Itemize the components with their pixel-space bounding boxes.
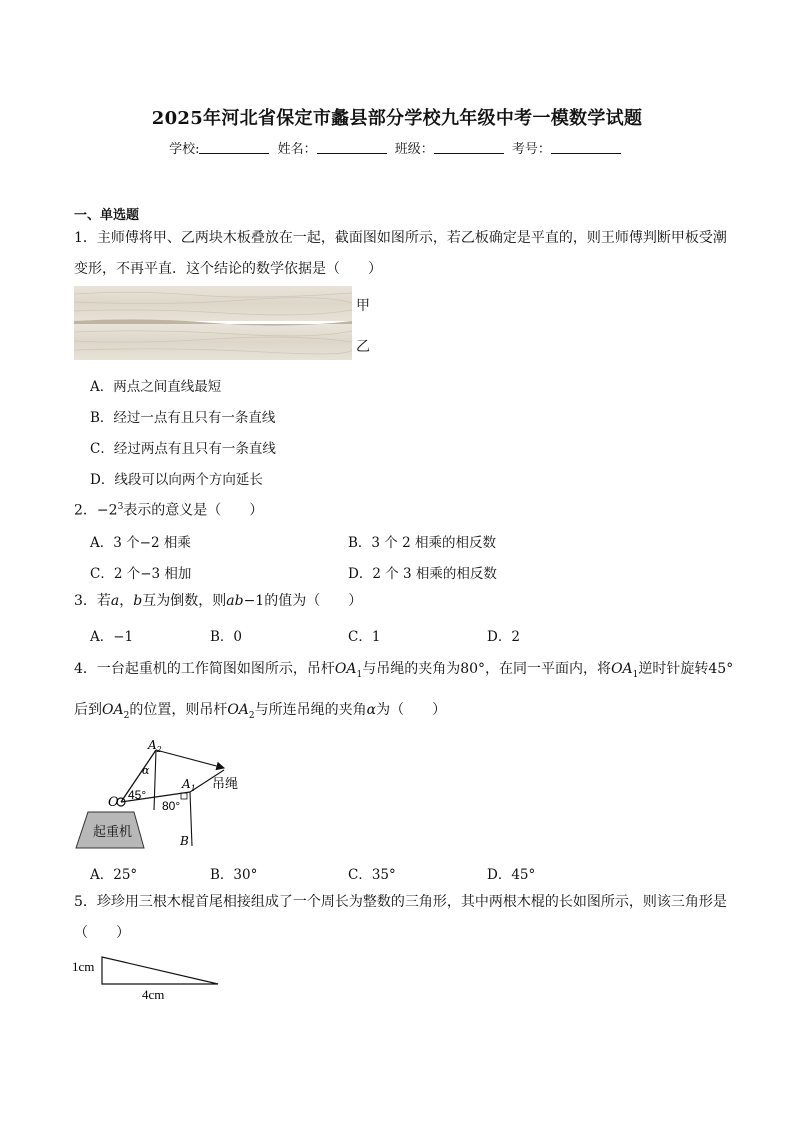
label-o: O — [108, 795, 119, 810]
wood-boards-figure — [74, 286, 352, 360]
section-heading: 一、单选题 — [74, 208, 140, 223]
q3-option-d: D．2 — [487, 629, 520, 645]
school-label: 学校: — [169, 142, 200, 157]
q4-option-a: A．25° — [90, 867, 138, 883]
label-a2: $A_2$ — [148, 738, 162, 754]
label-4cm: 4cm — [142, 987, 165, 1002]
q2-text: 2．$-2^3$表示的意义是（ ） — [74, 502, 264, 519]
student-info-line — [0, 138, 794, 157]
crane-machine-label: 起重机 — [93, 824, 133, 839]
q3-option-b: B．0 — [210, 629, 243, 645]
q3-option-a: A．−1 — [90, 629, 134, 645]
label-b: B — [180, 834, 189, 848]
q2-exponent: 3 — [117, 502, 124, 512]
label-45: 45° — [128, 788, 147, 802]
name-blank — [317, 141, 387, 154]
q4-option-b: B．30° — [210, 867, 258, 883]
q1-option-c: C．经过两点有且只有一条直线 — [90, 441, 276, 457]
q5-text-line1: 5．珍珍用三根木棍首尾相接组成了一个周长为整数的三角形，其中两根木棍的长如图所示，则该三角形是 — [74, 894, 727, 910]
rope-a1-b — [190, 792, 192, 846]
q2-option-b: B．3 个 2 相乘的相反数 — [348, 535, 496, 551]
q2-option-a: A．3 个−2 相乘 — [90, 535, 191, 551]
q4-text-line1: 4．一台起重机的工作简图如图所示，吊杆$OA_1$与吊绳的夹角为80°，在同一平面内，将$OA_1$逆时针旋转45° — [74, 661, 734, 680]
q2-expression: −2 — [96, 502, 118, 519]
page-title: 2025年河北省保定市蠡县部分学校九年级中考一模数学试题 — [151, 108, 643, 129]
q1-text-line2: 变形，不再平直．这个结论的数学依据是（ ） — [74, 261, 382, 277]
q4-text-line2: 后到$OA_2$的位置，则吊杆$OA_2$与所连吊绳的夹角α为（ ） — [74, 702, 447, 721]
q4-option-c: C．35° — [348, 867, 396, 883]
q4-option-d: D．45° — [487, 867, 536, 883]
q1-option-b: B．经过一点有且只有一条直线 — [90, 410, 276, 426]
q5-text-line2: （ ） — [74, 925, 130, 941]
label-yi: 乙 — [356, 339, 370, 355]
triangle-shape — [102, 957, 218, 984]
q3-option-c: C．1 — [348, 629, 381, 645]
school-blank — [199, 141, 269, 154]
crane-figure — [74, 736, 274, 850]
q1-text-line1: 1．主师傅将甲、乙两块木板叠放在一起，截面图如图所示，若乙板确定是平直的，则王师傅判断甲板受潮 — [74, 230, 727, 246]
label-80: 80° — [162, 799, 181, 813]
exam-no-label: 考号： — [511, 142, 551, 157]
arrow-direction — [156, 750, 224, 768]
q2-option-c: C．2 个−3 相加 — [90, 566, 192, 582]
q1-option-a: A．两点之间直线最短 — [90, 379, 222, 395]
label-a1: $A_1$ — [182, 777, 196, 793]
rope-a2 — [154, 750, 156, 810]
label-jia: 甲 — [356, 298, 370, 314]
exam-no-blank — [551, 141, 621, 154]
class-label: 班级： — [394, 142, 434, 157]
q1-option-d: D．线段可以向两个方向延长 — [90, 472, 263, 488]
label-alpha: α — [142, 764, 150, 777]
name-label: 姓名： — [277, 142, 317, 157]
triangle-figure — [72, 954, 222, 1002]
class-blank — [434, 141, 504, 154]
label-rope: 吊绳 — [212, 776, 239, 791]
label-1cm: 1cm — [72, 959, 95, 974]
q3-text: 3．若a，b互为倒数，则ab−1的值为（ ） — [74, 593, 363, 609]
q2-option-d: D．2 个 3 相乘的相反数 — [348, 566, 497, 582]
